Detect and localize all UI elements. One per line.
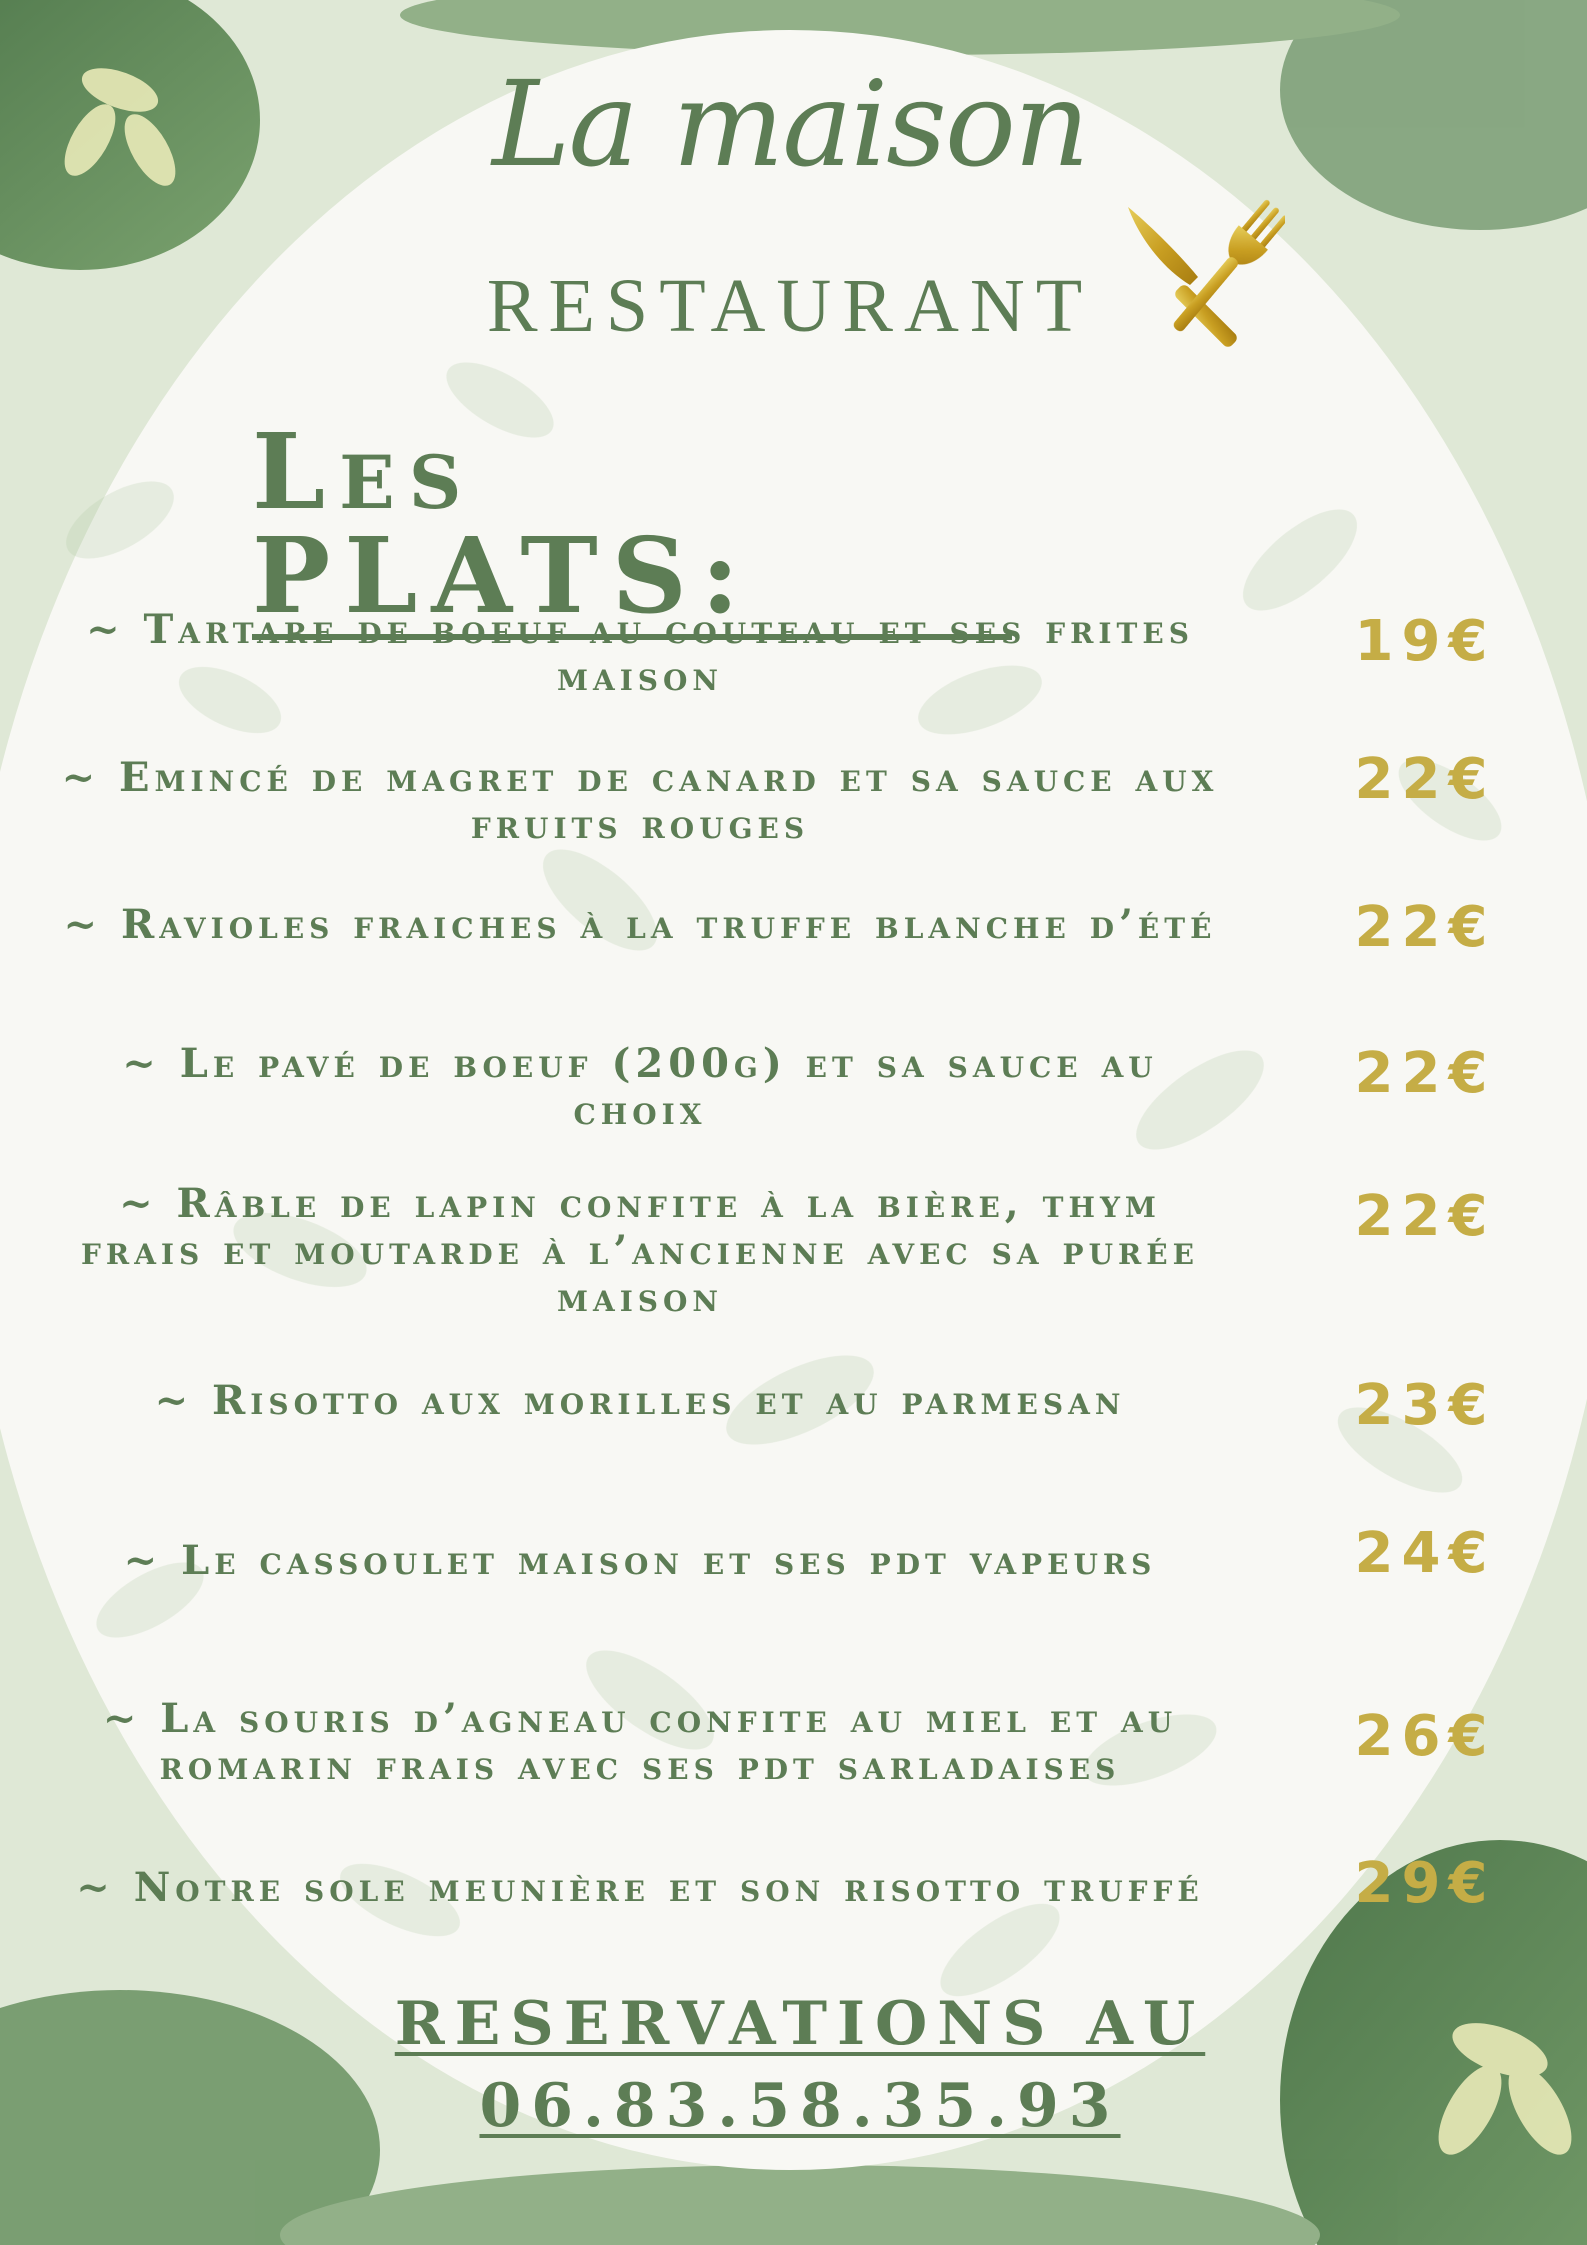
menu-item-price: 22€	[1354, 747, 1496, 812]
section-heading: Les PLATS:	[252, 420, 1012, 640]
menu-item-name: ~ Râble de lapin confite à la bière, thym frais et moutarde à l’ancienne avec sa purée maison	[81, 1180, 1199, 1321]
menu-item-price: 23€	[1354, 1373, 1496, 1438]
reservation-label	[380, 1989, 1220, 2059]
reservation-phone-number[interactable]: 06.83.58.35.93	[479, 2071, 1121, 2141]
menu-item-price: 22€	[1354, 1184, 1496, 1249]
knife-fork-icon	[1120, 195, 1285, 355]
menu-item-name: ~ Le pavé de boeuf (200g) et sa sauce au choix	[122, 1040, 1158, 1134]
menu-item-name: ~ Emincé de magret de canard et sa sauce aux fruits rouges	[61, 754, 1219, 848]
reservation-label-text: RESERVATIONS AU	[394, 1989, 1206, 2059]
menu-item-name: ~ Ravioles fraiches à la truffe blanche d’été	[63, 901, 1217, 948]
reservation-phone[interactable]	[380, 2071, 1220, 2141]
menu-item-name: ~ Risotto aux morilles et au parmesan	[154, 1377, 1126, 1424]
menu-item-price: 22€	[1354, 895, 1496, 960]
menu-item-price: 19€	[1354, 609, 1496, 674]
menu-item-price: 22€	[1354, 1041, 1496, 1106]
menu-item-price: 26€	[1354, 1704, 1496, 1769]
menu-item-name: ~ Le cassoulet maison et ses pdt vapeurs	[123, 1537, 1157, 1584]
logo-script-text: La maison	[492, 55, 1088, 193]
menu-item-price: 29€	[1354, 1851, 1496, 1916]
menu-item-name: ~ Notre sole meunière et son risotto truffé	[76, 1864, 1204, 1911]
menu-item-price: 24€	[1354, 1521, 1496, 1586]
menu-item-name: ~ Tartare de boeuf au couteau et ses frites maison	[86, 606, 1194, 700]
menu-item-name: ~ La souris d’agneau confite au miel et au romarin frais avec ses pdt sarladaises	[102, 1695, 1178, 1789]
logo-subtitle: RESTAURANT	[486, 264, 1094, 348]
